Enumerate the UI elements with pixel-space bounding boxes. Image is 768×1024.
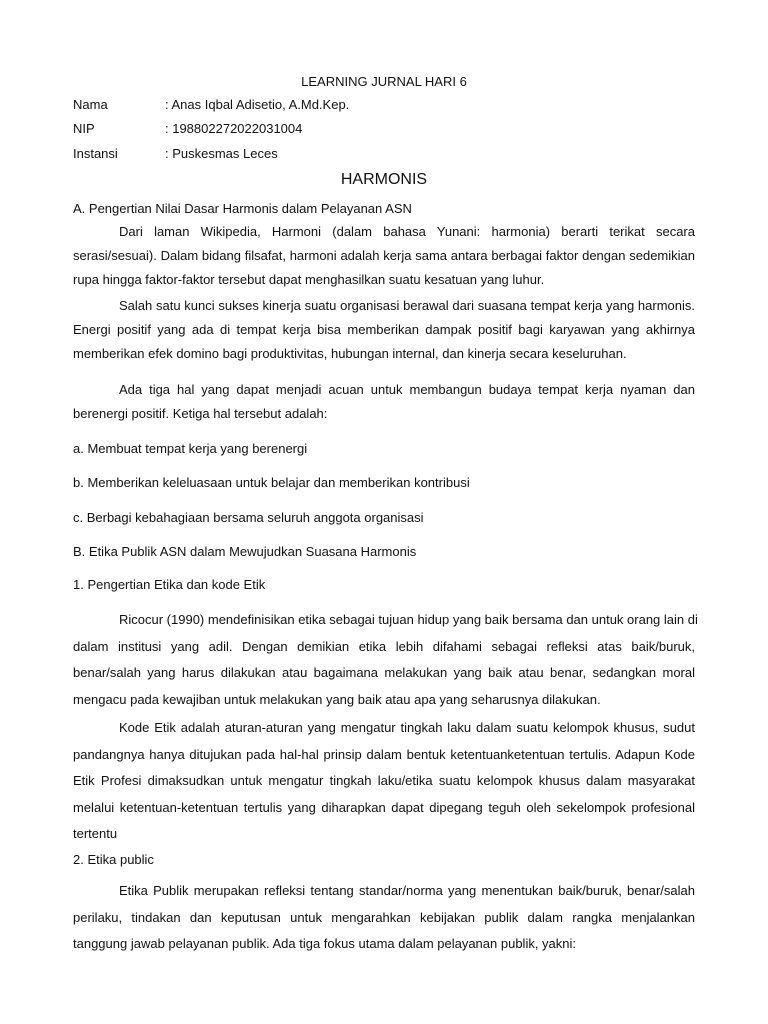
- paragraph-line: melalui ketentuan-ketentuan tertulis yang diharapkan dapat dipegang teguh oleh sekelompok profesional: [73, 799, 695, 815]
- paragraph-line: Ricocur (1990) mendefinisikan etika sebagai tujuan hidup yang baik bersama dan untuk orang lain di: [119, 612, 698, 627]
- paragraph-kode-etik: [73, 715, 695, 848]
- document-title: LEARNING JURNAL HARI 6: [301, 74, 467, 89]
- paragraph-line: tertentu: [73, 826, 118, 841]
- meta-value-nip: : 198802272022031004: [165, 121, 303, 136]
- paragraph-line: Energi positif yang ada di tempat kerja bisa memberikan dampak positif bagi karyawan yang akhirnya: [73, 322, 695, 337]
- section-heading: HARMONIS: [340, 171, 428, 188]
- paragraph-harmoni-definition: [73, 220, 695, 292]
- paragraph-line: Salah satu kunci sukses kinerja suatu organisasi berawal dari suasana tempat kerja yang harmonis.: [119, 298, 695, 313]
- section-a-title: A. Pengertian Nilai Dasar Harmonis dalam Pelayanan ASN: [73, 201, 412, 216]
- paragraph-line: perilaku, tindakan dan keputusan untuk mengarahkan kebijakan publik dalam rangka menjalankan: [73, 909, 695, 925]
- paragraph-tiga-hal: [73, 378, 695, 426]
- paragraph-line: memberikan efek domino bagi produktivitas, hubungan internal, dan kinerja secara keseluruhan.: [73, 346, 627, 361]
- paragraph-line: Etik Profesi dimaksudkan untuk mengatur tingkah laku/etika suatu kelompok khusus dalam masyarakat: [73, 773, 695, 788]
- meta-value-nama: : Anas Iqbal Adisetio, A.Md.Kep.: [165, 97, 350, 112]
- paragraph-line: benar/salah yang harus dilakukan atau bagaimana melakukan yang baik atau benar, sedangkan moral: [73, 665, 695, 680]
- list-item-b: b. Memberikan keleluasaan untuk belajar dan memberikan kontribusi: [73, 475, 470, 490]
- section-b-title: B. Etika Publik ASN dalam Mewujudkan Suasana Harmonis: [73, 544, 417, 559]
- meta-label-nip: NIP: [73, 121, 95, 136]
- paragraph-etika-publik: [73, 878, 695, 958]
- paragraph-line: rupa hingga faktor-faktor tersebut dapat menghasilkan suatu kesatuan yang luhur.: [73, 272, 545, 287]
- paragraph-line: berenergi positif. Ketiga hal tersebut adalah:: [73, 406, 328, 421]
- meta-label-nama: Nama: [73, 97, 108, 112]
- paragraph-line: dalam institusi yang adil. Dengan demikian etika lebih difahami sebagai refleksi atas baik/buruk,: [73, 638, 695, 654]
- paragraph-line: Ada tiga hal yang dapat menjadi acuan untuk membangun budaya tempat kerja nyaman dan: [119, 382, 695, 397]
- paragraph-etika-ricocur: [73, 607, 698, 713]
- meta-value-instansi: : Puskesmas Leces: [165, 146, 278, 161]
- paragraph-kunci-sukses: [73, 294, 695, 366]
- paragraph-line: Dari laman Wikipedia, Harmoni (dalam bahasa Yunani: harmonia) berarti terikat secara: [119, 224, 695, 239]
- subsection-2-title: 2. Etika public: [73, 852, 154, 867]
- list-item-a: a. Membuat tempat kerja yang berenergi: [73, 441, 308, 456]
- paragraph-line: mengacu pada kewajiban untuk melakukan yang baik atau apa yang seharusnya dilakukan.: [73, 691, 601, 707]
- meta-label-instansi: Instansi: [73, 146, 118, 161]
- paragraph-line: pandangnya hanya ditujukan pada hal-hal prinsip dalam bentuk ketentuanketentuan tertulis. Adapun Kode: [73, 746, 695, 762]
- paragraph-line: Etika Publik merupakan refleksi tentang standar/norma yang menentukan baik/buruk, benar/salah: [119, 883, 695, 898]
- subsection-1-title: 1. Pengertian Etika dan kode Etik: [73, 577, 266, 592]
- paragraph-line: tanggung jawab pelayanan publik. Ada tiga fokus utama dalam pelayanan publik, yakni:: [73, 936, 577, 951]
- paragraph-line: Kode Etik adalah aturan-aturan yang mengatur tingkah laku dalam suatu kelompok khusus, sudut: [119, 720, 695, 735]
- list-item-c: c. Berbagi kebahagiaan bersama seluruh anggota organisasi: [73, 510, 424, 525]
- paragraph-line: serasi/sesuai). Dalam bidang filsafat, harmoni adalah kerja sama antara berbagai faktor dengan sedemikian: [73, 248, 695, 263]
